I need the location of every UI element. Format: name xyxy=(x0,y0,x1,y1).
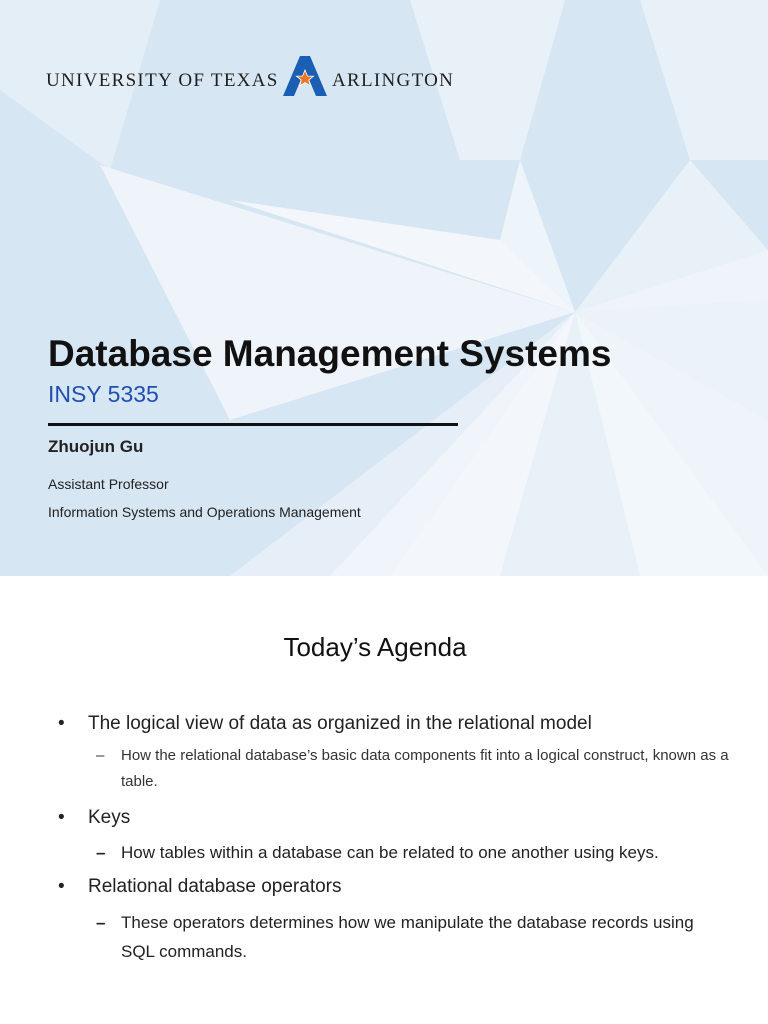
agenda-subitem-text: How the relational database’s basic data components fit into a logical construct, known as a table. xyxy=(121,747,729,790)
author-department: Information Systems and Operations Management xyxy=(48,504,361,520)
uta-a-star-logo-icon xyxy=(283,56,327,96)
dash-icon: – xyxy=(96,913,106,932)
agenda-item-text: Relational database operators xyxy=(88,876,342,897)
author-role: Assistant Professor xyxy=(48,476,169,492)
dash-icon: – xyxy=(96,843,106,862)
agenda-subitem-text: How tables within a database can be related to one another using keys. xyxy=(121,843,659,862)
university-logo xyxy=(46,56,466,96)
dash-icon: – xyxy=(96,747,105,764)
slide-title: Database Management Systems xyxy=(48,333,612,374)
agenda-item-text: The logical view of data as organized in the relational model xyxy=(88,713,592,734)
logo-text-right: ARLINGTON xyxy=(332,70,455,91)
logo-text-left: UNIVERSITY OF TEXAS xyxy=(46,70,279,91)
author-name: Zhuojun Gu xyxy=(48,437,144,456)
bullet-icon: • xyxy=(58,713,65,734)
agenda-subitem-text: These operators determines how we manipulate the database records using SQL commands. xyxy=(121,913,694,961)
title-divider xyxy=(48,423,458,426)
bullet-icon: • xyxy=(58,876,65,897)
course-code: INSY 5335 xyxy=(48,381,159,407)
agenda-item-text: Keys xyxy=(88,807,131,828)
bullet-icon: • xyxy=(58,807,65,828)
agenda-title: Today’s Agenda xyxy=(283,632,467,662)
